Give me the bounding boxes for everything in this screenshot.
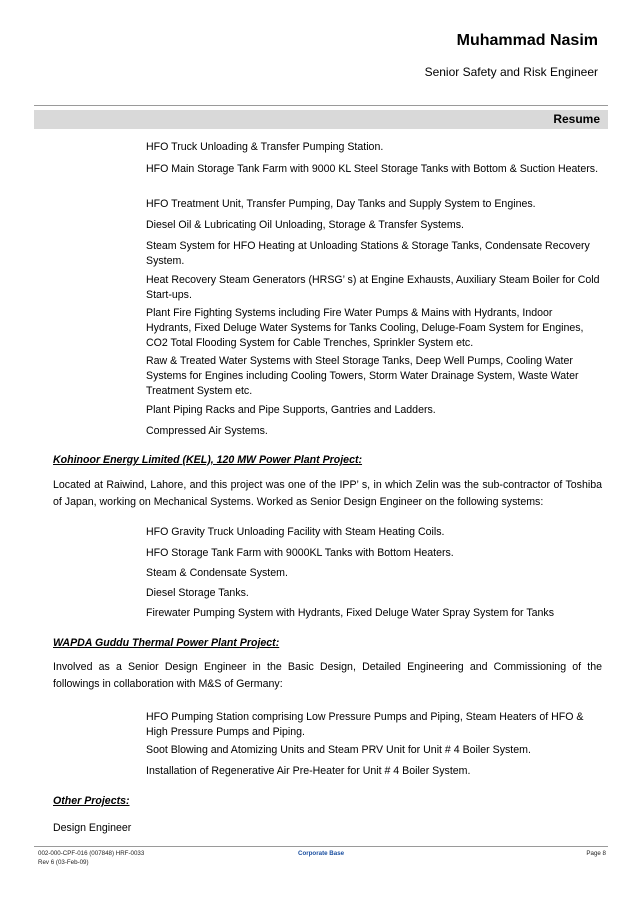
list-item: HFO Main Storage Tank Farm with 9000 KL Steel Storage Tanks with Bottom & Suction Heaters.: [146, 163, 599, 175]
list-item: Steam System for HFO Heating at Unloading Stations & Storage Tanks, Condensate Recovery System.: [146, 240, 590, 267]
candidate-name: Muhammad Nasim: [456, 32, 598, 49]
footer-center: Corporate Base: [298, 850, 345, 857]
header-divider: [34, 105, 608, 106]
list-item: HFO Gravity Truck Unloading Facility with Steam Heating Coils.: [146, 526, 445, 538]
other-text: Design Engineer: [53, 822, 132, 834]
job-title: Senior Safety and Risk Engineer: [424, 65, 598, 79]
list-item: Raw & Treated Water Systems with Steel Storage Tanks, Deep Well Pumps, Cooling Water Systems for Engines including Cooling Towers, Storm Water Drainage System, Waste Water Treatment System etc.: [146, 355, 579, 397]
kel-paragraph: Located at Raiwind, Lahore, and this project was one of the IPP’ s, in which Zelin was the sub-contractor of Toshiba of Japan, working on Mechanical Systems. Worked as Senior Design Engineer on the following systems:: [53, 479, 602, 508]
list-item: HFO Storage Tank Farm with 9000KL Tanks with Bottom Heaters.: [146, 547, 454, 559]
footer-doc-code: 002-000-CPF-016 (007848) HRF-0033: [38, 850, 145, 857]
list-item: HFO Pumping Station comprising Low Pressure Pumps and Piping, Steam Heaters of HFO & High Pressure Pumps and Piping.: [146, 711, 584, 738]
other-heading: Other Projects:: [53, 795, 130, 807]
list-item: HFO Treatment Unit, Transfer Pumping, Day Tanks and Supply System to Engines.: [146, 198, 536, 210]
footer-page: Page 8: [586, 850, 606, 857]
list-item: Firewater Pumping System with Hydrants, Fixed Deluge Water Spray System for Tanks: [146, 607, 555, 619]
list-item: HFO Truck Unloading & Transfer Pumping Station.: [146, 141, 384, 153]
list-item: Compressed Air Systems.: [146, 425, 268, 437]
footer-divider: [34, 846, 608, 847]
wapda-heading: WAPDA Guddu Thermal Power Plant Project:: [53, 637, 280, 649]
footer-revision: Rev 6 (03-Feb-09): [38, 859, 89, 866]
list-item: Installation of Regenerative Air Pre-Heater for Unit # 4 Boiler System.: [146, 765, 471, 777]
list-item: Steam & Condensate System.: [146, 567, 288, 579]
list-item: Heat Recovery Steam Generators (HRSG’ s) at Engine Exhausts, Auxiliary Steam Boiler for Cold Start-ups.: [146, 274, 600, 301]
section-band: [34, 110, 608, 129]
list-item: Diesel Storage Tanks.: [146, 587, 249, 599]
list-item: Plant Fire Fighting Systems including Fire Water Pumps & Mains with Hydrants, Indoor Hydrants, Fixed Deluge Water Systems for Tanks Cooling, Deluge-Foam System for Engines, CO2 Total Flooding System for Cable Trenches, Sprinkler System etc.: [146, 307, 584, 349]
section-label: Resume: [553, 112, 600, 126]
list-item: Plant Piping Racks and Pipe Supports, Gantries and Ladders.: [146, 404, 436, 416]
kel-heading: Kohinoor Energy Limited (KEL), 120 MW Power Plant Project:: [53, 454, 363, 466]
list-item: Diesel Oil & Lubricating Oil Unloading, Storage & Transfer Systems.: [146, 219, 464, 231]
list-item: Soot Blowing and Atomizing Units and Steam PRV Unit for Unit # 4 Boiler System.: [146, 744, 531, 756]
wapda-paragraph: Involved as a Senior Design Engineer in the Basic Design, Detailed Engineering and Commissioning of the followings in collaboration with M&S of Germany:: [53, 661, 602, 690]
